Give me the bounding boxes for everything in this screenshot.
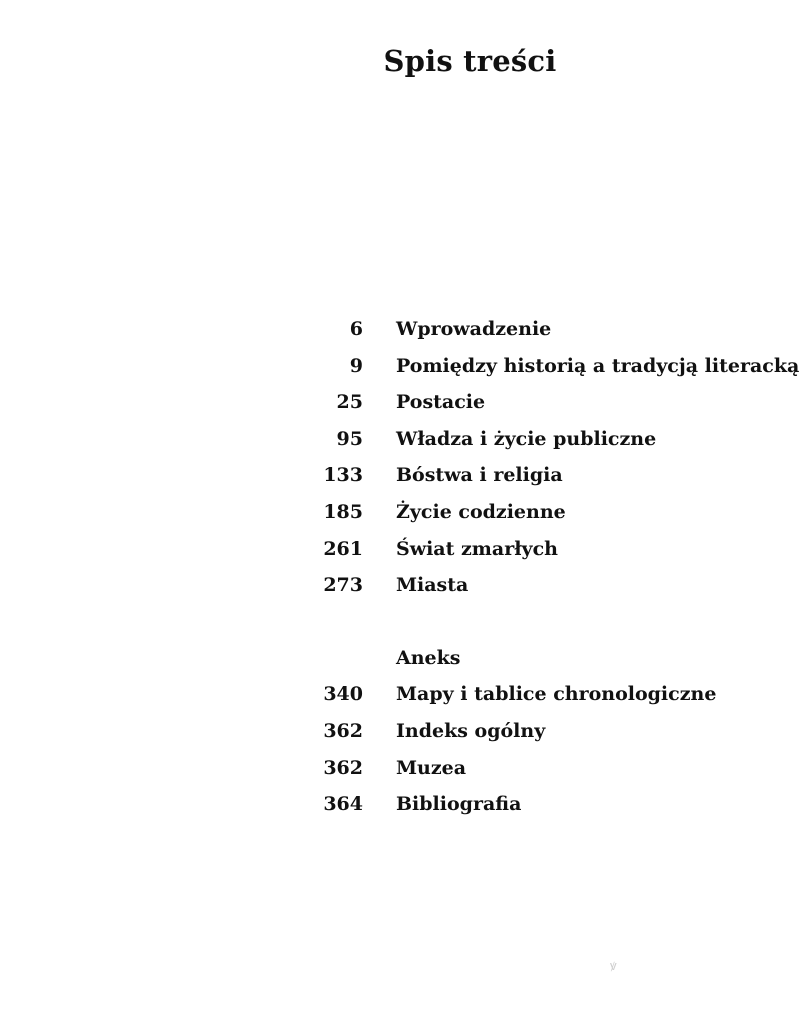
toc-entry-daily-life[interactable] bbox=[300, 501, 800, 538]
toc-page-number: 6 bbox=[349, 318, 363, 340]
table-of-contents bbox=[300, 318, 800, 830]
toc-entry-title: Pomiędzy historią a tradycją literacką bbox=[396, 354, 800, 377]
toc-entry-title: Bóstwa i religia bbox=[396, 464, 563, 487]
toc-entry-museums[interactable] bbox=[300, 757, 800, 794]
toc-entry-title: Władza i życie publiczne bbox=[396, 427, 657, 450]
toc-page-number: 364 bbox=[323, 793, 363, 816]
toc-entry-maps-chronology[interactable] bbox=[300, 683, 800, 720]
section-spacer bbox=[300, 611, 800, 647]
toc-entry-power-public-life[interactable] bbox=[300, 428, 800, 465]
toc-entry-title: Miasta bbox=[396, 574, 469, 597]
page-title: Spis treści bbox=[383, 44, 557, 78]
toc-entry-title: Muzea bbox=[396, 756, 467, 779]
toc-entry-title: Życie codzienne bbox=[396, 500, 566, 523]
pencil-mark: ꝟ bbox=[610, 959, 617, 974]
toc-entry-title: Indeks ogólny bbox=[396, 719, 546, 742]
toc-entry-general-index[interactable] bbox=[300, 720, 800, 757]
annex-heading-label: Aneks bbox=[396, 646, 461, 669]
toc-page-number: 340 bbox=[323, 683, 363, 706]
toc-page-number: 273 bbox=[323, 574, 363, 597]
toc-page-number: 133 bbox=[323, 464, 363, 487]
toc-entry-title: Świat zmarłych bbox=[396, 537, 558, 560]
toc-page-number: 9 bbox=[349, 354, 363, 377]
toc-entry-title: Mapy i tablice chronologiczne bbox=[396, 683, 717, 706]
toc-entry-title: Postacie bbox=[396, 391, 486, 414]
toc-entry-world-of-dead[interactable] bbox=[300, 538, 800, 575]
toc-entry-bibliography[interactable] bbox=[300, 793, 800, 830]
toc-page-number: 362 bbox=[323, 719, 363, 742]
toc-entry-introduction[interactable] bbox=[300, 318, 800, 355]
toc-entry-history-literature[interactable] bbox=[300, 355, 800, 392]
annex-heading bbox=[300, 647, 800, 684]
toc-entry-title: Bibliografia bbox=[396, 793, 522, 816]
toc-entry-cities[interactable] bbox=[300, 574, 800, 611]
toc-page-number: 362 bbox=[323, 756, 363, 779]
toc-entry-title: Wprowadzenie bbox=[396, 318, 552, 340]
toc-entry-deities-religion[interactable] bbox=[300, 464, 800, 501]
toc-page-number: 261 bbox=[323, 537, 363, 560]
toc-page-number: 95 bbox=[336, 427, 363, 450]
toc-page-number: 185 bbox=[323, 500, 363, 523]
toc-page-number: 25 bbox=[336, 391, 363, 414]
toc-entry-characters[interactable] bbox=[300, 391, 800, 428]
